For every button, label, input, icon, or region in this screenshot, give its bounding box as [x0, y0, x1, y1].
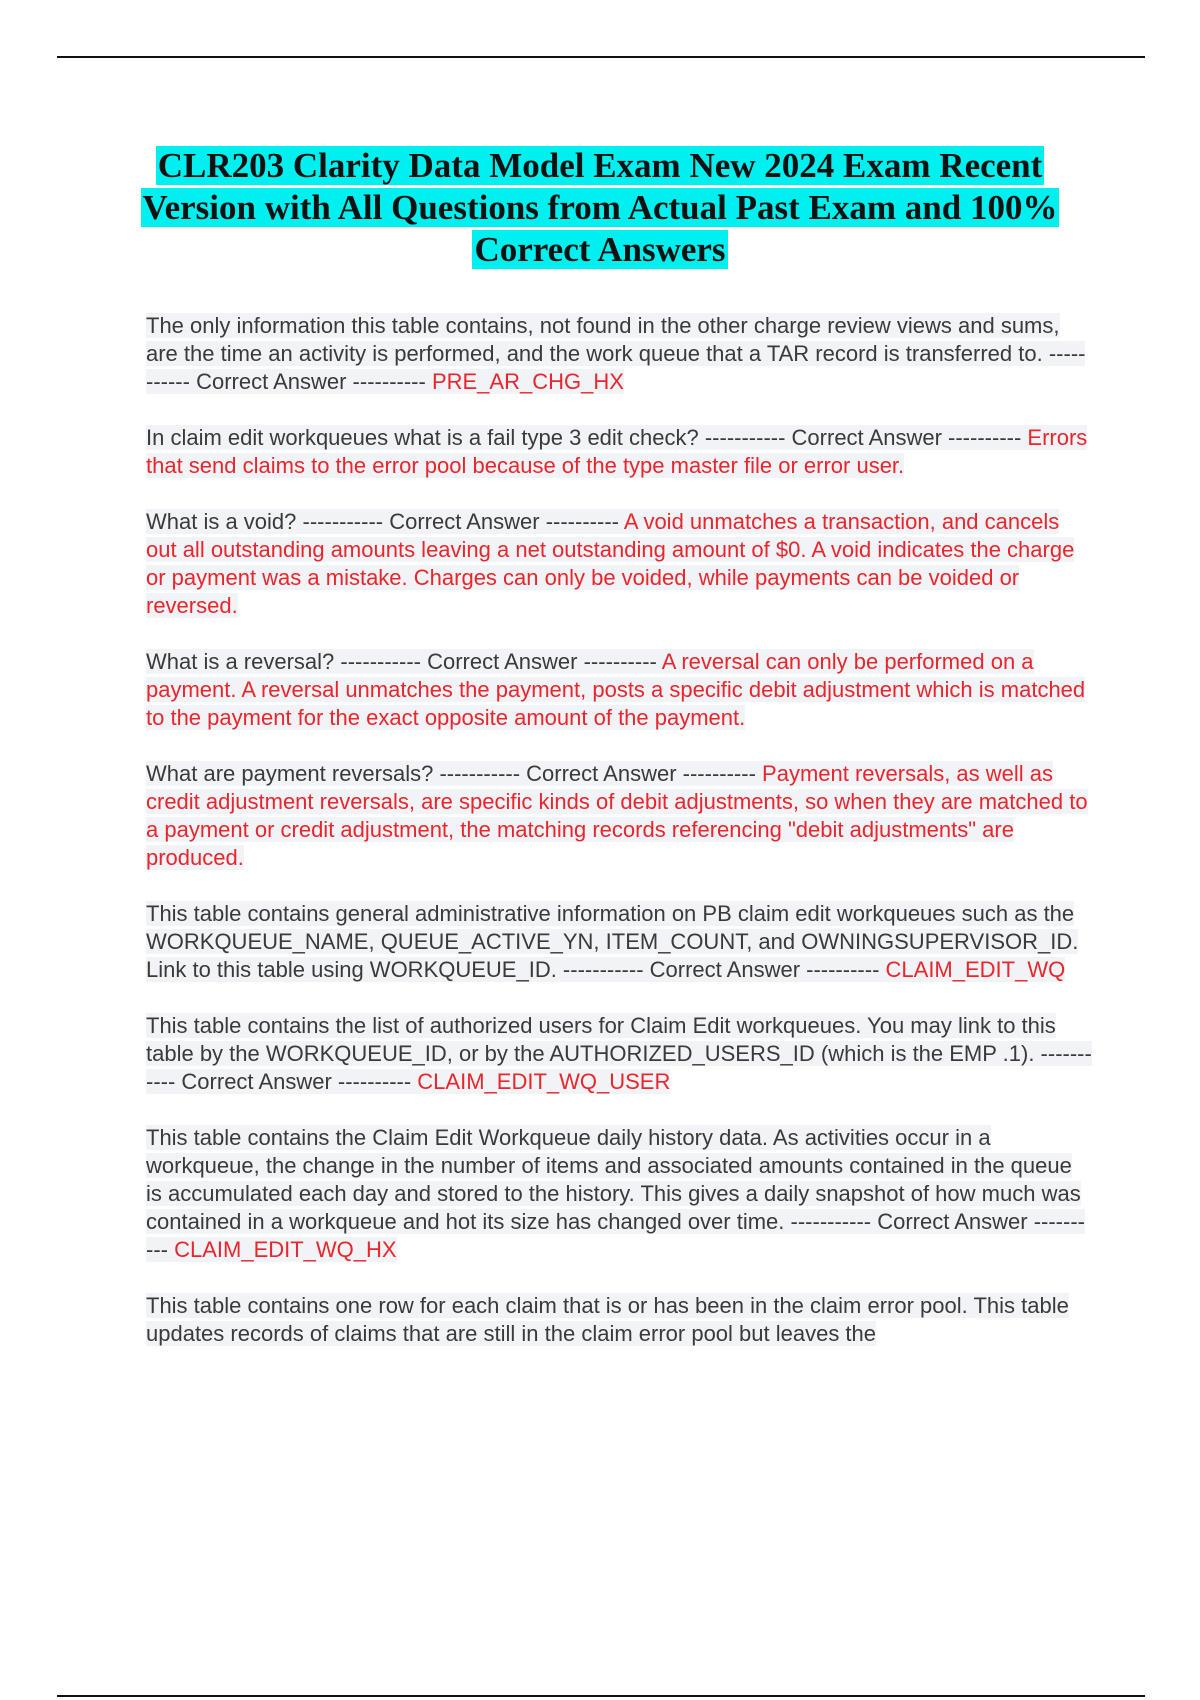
- answer-text: CLAIM_EDIT_WQ_HX: [174, 1237, 397, 1262]
- qa-item: [146, 1292, 1092, 1348]
- answer-text: CLAIM_EDIT_WQ: [885, 957, 1066, 982]
- qa-list: [146, 312, 1092, 1376]
- answer-text: Payment reversals, as well as credit adjustment reversals, are specific kinds of debit adjustments, so when they are matched to a payment or credit adjustment, the matching records referencing "debit adjustments" are produced.: [146, 761, 1088, 870]
- qa-item: [146, 424, 1092, 480]
- qa-item: [146, 900, 1092, 984]
- top-rule: [57, 56, 1145, 58]
- bottom-rule: [57, 1695, 1145, 1697]
- question-text: This table contains the Claim Edit Workqueue daily history data. As activities occur in a workqueue, the change in the number of items and associated amounts contained in the queue is accumulated each day and stored to the history. This gives a daily snapshot of how much was contained in a workqueue and hot its size has changed over time. ----------- Correct Answer ----------: [146, 1125, 1085, 1262]
- answer-text: Errors that send claims to the error pool because of the type master file or error user.: [146, 425, 1088, 478]
- answer-text: CLAIM_EDIT_WQ_USER: [417, 1069, 671, 1094]
- answer-text: A void unmatches a transaction, and cancels out all outstanding amounts leaving a net outstanding amount of $0. A void indicates the charge or payment was a mistake. Charges can only be voided, while payments can be voided or reversed.: [146, 509, 1075, 618]
- question-text: This table contains general administrative information on PB claim edit workqueues such as the WORKQUEUE_NAME, QUEUE_ACTIVE_YN, ITEM_COUNT, and OWNINGSUPERVISOR_ID. Link to this table using WORKQUEUE_ID. ----------- Correct Answer ----------: [146, 901, 1079, 982]
- qa-item: [146, 508, 1092, 620]
- question-text: This table contains the list of authorized users for Claim Edit workqueues. You may link to this table by the WORKQUEUE_ID, or by the AUTHORIZED_USERS_ID (which is the EMP .1). ----------- Correct Answer ----------: [146, 1013, 1092, 1094]
- answer-text: A reversal can only be performed on a payment. A reversal unmatches the payment, posts a specific debit adjustment which is matched to the payment for the exact opposite amount of the payment.: [146, 649, 1086, 730]
- question-text: In claim edit workqueues what is a fail type 3 edit check? ----------- Correct Answer ----------: [146, 425, 1028, 450]
- qa-item: [146, 648, 1092, 732]
- qa-item: [146, 760, 1092, 872]
- question-text: The only information this table contains, not found in the other charge review views and sums, are the time an activity is performed, and the work queue that a TAR record is transferred to. ----------- Correct Answer ----------: [146, 313, 1086, 394]
- qa-item: [146, 1012, 1092, 1096]
- question-text: What is a reversal? ----------- Correct Answer ----------: [146, 649, 662, 674]
- qa-item: [146, 312, 1092, 396]
- answer-text: PRE_AR_CHG_HX: [431, 369, 624, 394]
- question-text: This table contains one row for each claim that is or has been in the claim error pool. This table updates records of claims that are still in the claim error pool but leaves the: [146, 1293, 1069, 1346]
- question-text: What are payment reversals? ----------- Correct Answer ----------: [146, 761, 763, 786]
- document-title: CLR203 Clarity Data Model Exam New 2024 Exam Recent Version with All Questions from Actual Past Exam and 100% Correct Answers: [142, 146, 1058, 269]
- document-title-block: [100, 145, 1100, 271]
- qa-item: [146, 1124, 1092, 1264]
- question-text: What is a void? ----------- Correct Answer ----------: [146, 509, 624, 534]
